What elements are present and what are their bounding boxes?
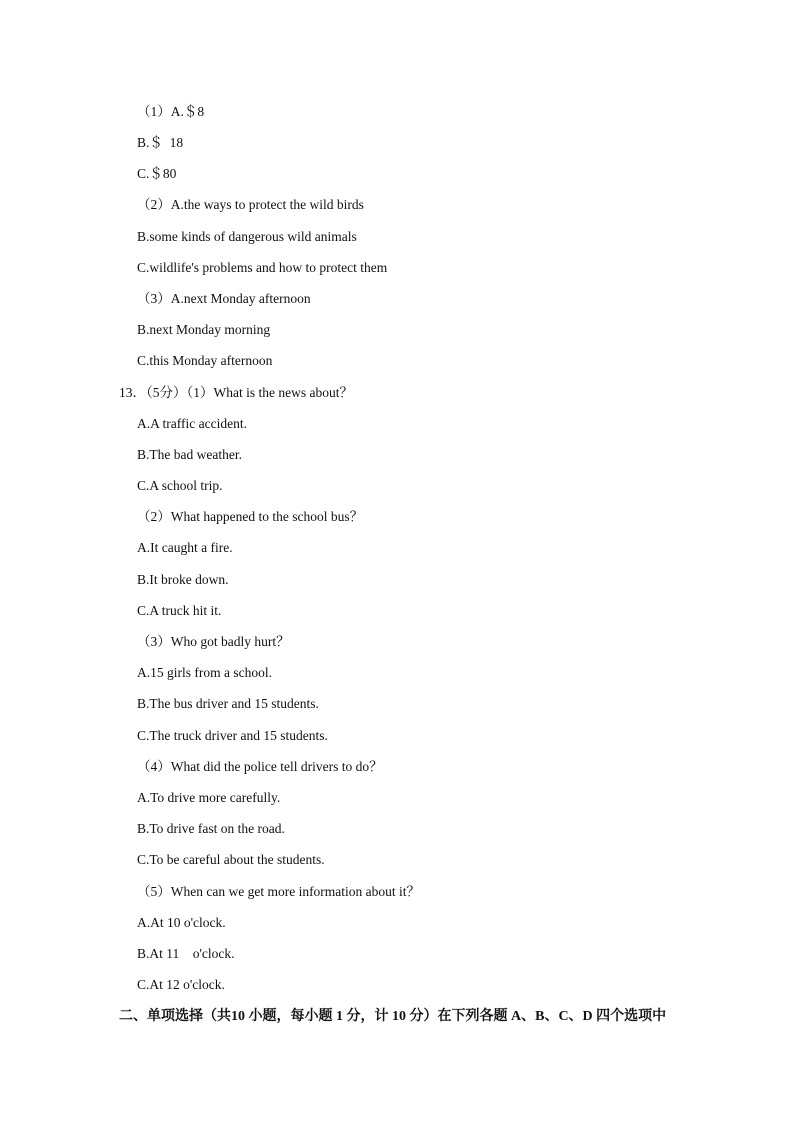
q13-sub4-question: （4）What did the police tell drivers to do？	[137, 759, 383, 774]
q12-sub1-option-c: C.＄80	[137, 166, 177, 181]
q13-sub4-option-b: B.To drive fast on the road.	[137, 821, 285, 836]
q12-sub3-option-a: （3）A.next Monday afternoon	[137, 291, 311, 306]
q13-sub5-option-b: B.At 11 o'clock.	[137, 946, 235, 961]
q13-sub5-option-a: A.At 10 o'clock.	[137, 915, 226, 930]
q13-sub1-option-a: A.A traffic accident.	[137, 416, 247, 431]
q13-sub1-option-b: B.The bad weather.	[137, 447, 242, 462]
q12-sub2-option-b: B.some kinds of dangerous wild animals	[137, 229, 357, 244]
q13-sub2-option-b: B.It broke down.	[137, 572, 229, 587]
q13-header: 13．（5分）（1）What is the news about？	[119, 385, 353, 400]
q13-sub3-option-a: A.15 girls from a school.	[137, 665, 272, 680]
q12-sub2-option-a: （2）A.the ways to protect the wild birds	[137, 197, 364, 212]
q13-sub4-option-a: A.To drive more carefully.	[137, 790, 281, 805]
q12-sub3-option-b: B.next Monday morning	[137, 322, 271, 337]
q13-sub3-option-b: B.The bus driver and 15 students.	[137, 696, 319, 711]
section-2-heading: 二、单项选择（共10 小题，每小题 1 分，计 10 分）在下列各题 A、B、C、D 四个选项中	[119, 1009, 667, 1024]
q13-sub2-option-c: C.A truck hit it.	[137, 603, 222, 618]
q13-sub4-option-c: C.To be careful about the students.	[137, 852, 325, 867]
q13-sub3-option-c: C.The truck driver and 15 students.	[137, 728, 328, 743]
q13-sub1-option-c: C.A school trip.	[137, 478, 223, 493]
q13-sub2-question: （2）What happened to the school bus？	[137, 509, 364, 524]
q13-sub5-question: （5）When can we get more information about it？	[137, 884, 421, 899]
q13-sub2-option-a: A.It caught a fire.	[137, 540, 233, 555]
q12-sub1-option-b: B.＄ 18	[137, 135, 184, 150]
q12-sub3-option-c: C.this Monday afternoon	[137, 353, 273, 368]
q12-sub2-option-c: C.wildlife's problems and how to protect them	[137, 260, 388, 275]
q13-sub3-question: （3）Who got badly hurt？	[137, 634, 290, 649]
q12-sub1-option-a: （1）A.＄8	[137, 104, 205, 119]
q13-sub5-option-c: C.At 12 o'clock.	[137, 977, 225, 992]
